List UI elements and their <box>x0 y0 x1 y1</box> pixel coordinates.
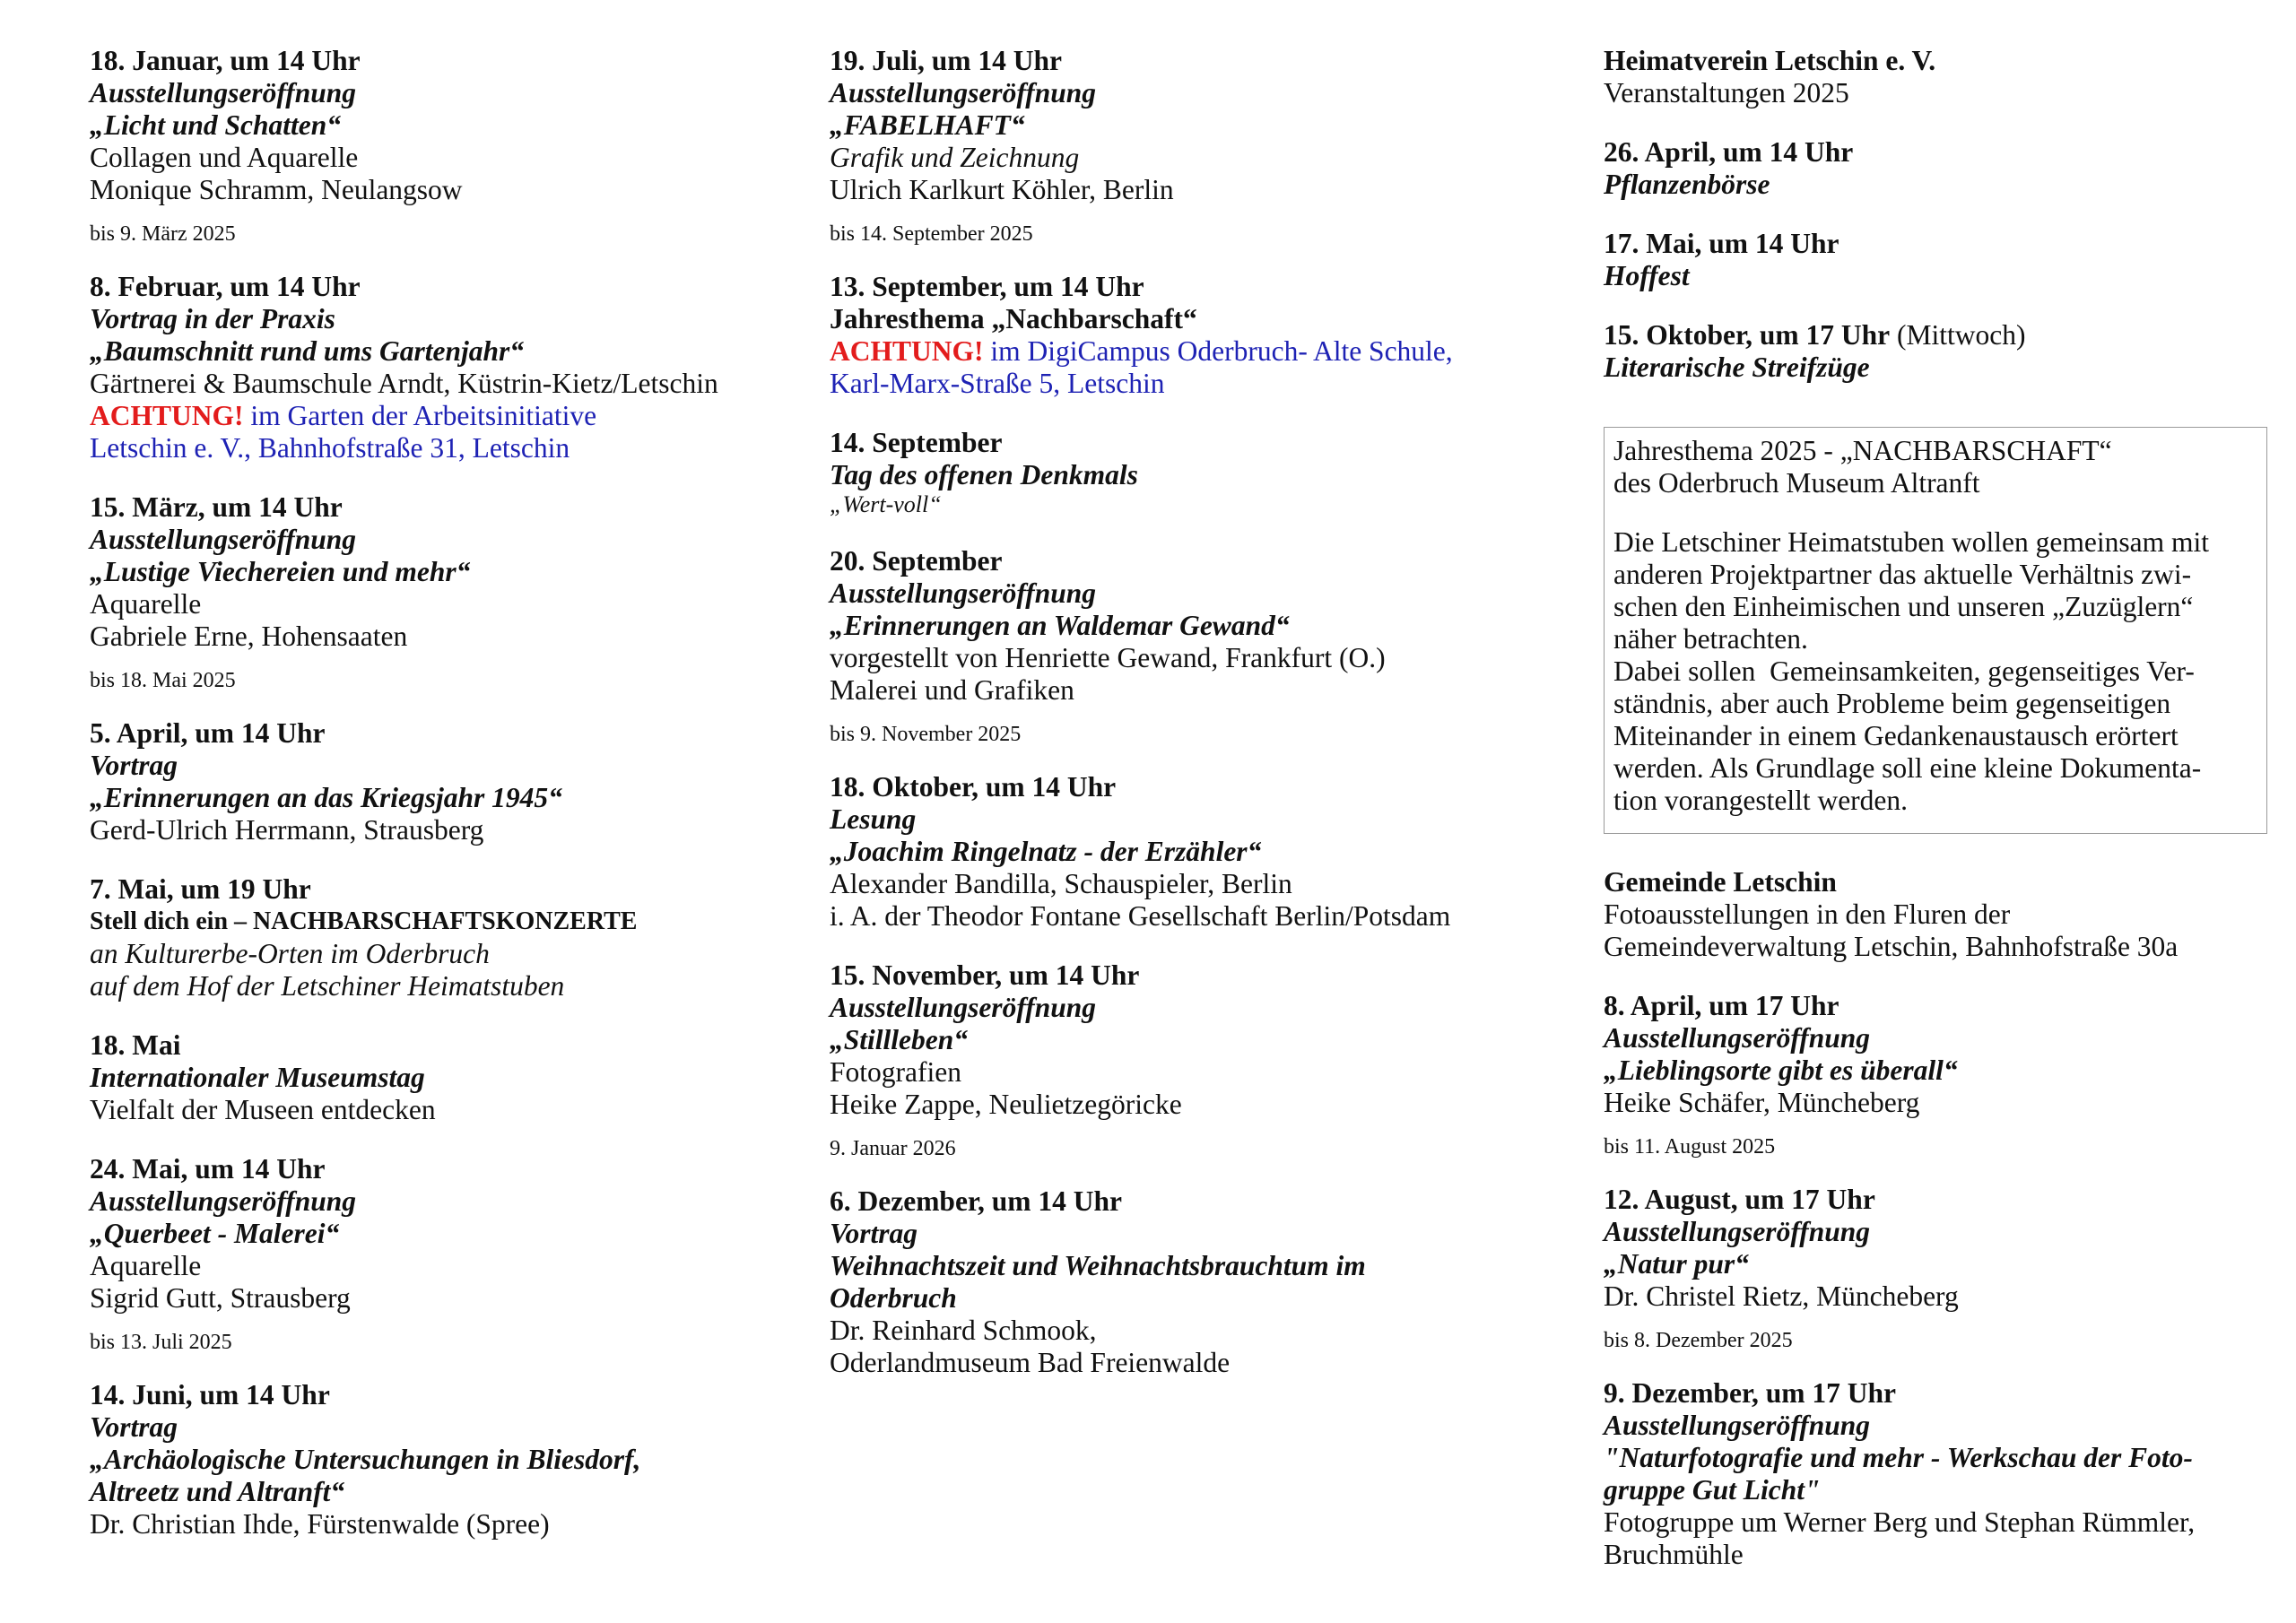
event-title: „Stillleben“ <box>830 1024 969 1055</box>
annual-theme-box <box>1604 427 2267 834</box>
event-date: 5. April, um 14 Uhr <box>90 717 326 749</box>
event-type: Ausstellungseröffnung <box>90 77 357 108</box>
event-date: 14. Juni, um 14 Uhr <box>90 1379 330 1410</box>
event-title: „Erinnerungen an Waldemar Gewand“ <box>830 610 1290 641</box>
event-date: 8. April, um 17 Uhr <box>1604 990 1839 1021</box>
event-speaker: Alexander Bandilla, Schauspieler, Berlin <box>830 868 1292 899</box>
event-type: Vortrag <box>90 1411 178 1443</box>
event-15-oktober <box>1604 319 2267 384</box>
event-title: Altreetz und Altranft“ <box>90 1476 345 1507</box>
org-name: Gemeinde Letschin <box>1604 866 1837 898</box>
event-date: 13. September, um 14 Uhr <box>830 271 1144 302</box>
event-artist: Ulrich Karlkurt Köhler, Berlin <box>830 174 1174 205</box>
event-title: "Naturfotografie und mehr - Werkschau der Foto- <box>1604 1442 2193 1473</box>
event-title: „Natur pur“ <box>1604 1248 1749 1280</box>
event-18-januar <box>90 45 807 206</box>
org-detail: Fotoausstellungen in den Fluren der <box>1604 898 2011 930</box>
event-until: 9. Januar 2026 <box>830 1137 956 1160</box>
event-artist: Bruchmühle <box>1604 1539 1744 1570</box>
event-6-dezember <box>830 1185 1601 1379</box>
event-date: 8. Februar, um 14 Uhr <box>90 271 361 302</box>
event-date: 19. Juli, um 14 Uhr <box>830 45 1063 76</box>
event-detail: Vielfalt der Museen entdecken <box>90 1094 436 1125</box>
event-artist: Monique Schramm, Neulangsow <box>90 174 463 205</box>
event-location: im DigiCampus Oderbruch- Alte Schule, <box>983 335 1453 367</box>
event-until: bis 18. Mai 2025 <box>90 669 236 692</box>
event-detail: vorgestellt von Henriette Gewand, Frankfurt (O.) <box>830 642 1386 673</box>
event-type: Hoffest <box>1604 260 1690 291</box>
event-artist: Heike Zappe, Neulietzegöricke <box>830 1089 1182 1120</box>
event-detail: „Wert-voll“ <box>830 491 942 517</box>
event-subtitle: Jahresthema „Nachbarschaft“ <box>830 303 1197 334</box>
box-text: werden. Als Grundlage soll eine kleine Dokumenta- <box>1613 752 2202 784</box>
event-detail: Malerei und Grafiken <box>830 674 1074 706</box>
event-detail: an Kulturerbe-Orten im Oderbruch <box>90 938 490 969</box>
event-type: Vortrag <box>830 1218 918 1249</box>
event-26-april <box>1604 136 2267 201</box>
event-19-juli <box>830 45 1601 206</box>
event-date: 15. März, um 14 Uhr <box>90 491 343 523</box>
box-text: tion vorangestellt werden. <box>1613 785 1909 816</box>
event-location: im Garten der Arbeitsinitiative <box>243 400 597 431</box>
event-15-maerz <box>90 491 807 653</box>
event-date: 20. September <box>830 545 1003 577</box>
event-5-april <box>90 717 807 846</box>
column-middle <box>830 45 1601 1406</box>
box-subheading: des Oderbruch Museum Altranft <box>1613 467 1980 499</box>
event-date: 17. Mai, um 14 Uhr <box>1604 228 1839 259</box>
event-until: bis 14. September 2025 <box>830 222 1033 246</box>
event-14-juni <box>90 1379 807 1541</box>
event-detail: Aquarelle <box>90 1250 202 1281</box>
box-text: Dabei sollen Gemeinsamkeiten, gegenseitiges Ver- <box>1613 655 2195 687</box>
event-type: Pflanzenbörse <box>1604 169 1770 200</box>
event-type: Ausstellungseröffnung <box>1604 1022 1871 1054</box>
event-type: Ausstellungseröffnung <box>90 524 357 555</box>
org-gemeinde <box>1604 866 2267 963</box>
event-weekday: (Mittwoch) <box>1890 319 2026 351</box>
event-type: Ausstellungseröffnung <box>1604 1216 1871 1247</box>
event-20-september <box>830 545 1601 707</box>
event-title: Oderbruch <box>830 1282 957 1314</box>
event-speaker: Gerd-Ulrich Herrmann, Strausberg <box>90 814 484 846</box>
event-13-september <box>830 271 1601 400</box>
event-detail: Collagen und Aquarelle <box>90 142 359 173</box>
event-location-line <box>830 335 1601 368</box>
event-until: bis 11. August 2025 <box>1604 1135 1776 1159</box>
event-9-dezember <box>1604 1377 2267 1571</box>
event-date: 18. Oktober, um 14 Uhr <box>830 771 1117 803</box>
event-8-februar <box>90 271 807 464</box>
event-title: „Erinnerungen an das Kriegsjahr 1945“ <box>90 782 562 813</box>
warning-label: ACHTUNG! <box>90 400 244 431</box>
event-8-april <box>1604 990 2267 1119</box>
event-title: „Licht und Schatten“ <box>90 109 342 141</box>
event-7-mai <box>90 873 807 1002</box>
event-title: „Joachim Ringelnatz - der Erzähler“ <box>830 836 1262 867</box>
event-speaker: Oderlandmuseum Bad Freienwalde <box>830 1347 1231 1378</box>
event-date: 7. Mai, um 19 Uhr <box>90 873 311 905</box>
box-heading: Jahresthema 2025 - „NACHBARSCHAFT“ <box>1613 435 2112 466</box>
event-18-mai <box>90 1029 807 1126</box>
event-date: 18. Januar, um 14 Uhr <box>90 45 361 76</box>
event-until: bis 8. Dezember 2025 <box>1604 1329 1793 1352</box>
event-location-line <box>90 400 807 432</box>
event-detail: Fotografien <box>830 1056 961 1088</box>
event-speaker: Dr. Reinhard Schmook, <box>830 1315 1097 1346</box>
event-date: 15. Oktober, um 17 Uhr <box>1604 319 1891 351</box>
event-subtitle: Stell dich ein – NACHBARSCHAFTSKONZERTE <box>90 907 638 935</box>
event-type: Vortrag in der Praxis <box>90 303 335 334</box>
event-detail: Aquarelle <box>90 588 202 620</box>
event-title: „Lieblingsorte gibt es überall“ <box>1604 1055 1958 1086</box>
event-artist: Sigrid Gutt, Strausberg <box>90 1282 351 1314</box>
event-until: bis 13. Juli 2025 <box>90 1331 232 1354</box>
box-text: Die Letschiner Heimatstuben wollen gemeinsam mit <box>1613 526 2209 558</box>
event-title: Weihnachtszeit und Weihnachtsbrauchtum im <box>830 1250 1366 1281</box>
event-type: Ausstellungseröffnung <box>830 77 1097 108</box>
org-heimatverein <box>1604 45 2267 109</box>
event-title: „Querbeet - Malerei“ <box>90 1218 340 1249</box>
box-text: ständnis, aber auch Probleme beim gegenseitigen <box>1613 688 2171 719</box>
event-date: 15. November, um 14 Uhr <box>830 959 1140 991</box>
box-text: Miteinander in einem Gedankenaustausch erörtert <box>1613 720 2179 751</box>
box-text: schen den Einheimischen und unseren „Zuzüglern“ <box>1613 591 2194 622</box>
event-title: „Lustige Viechereien und mehr“ <box>90 556 471 587</box>
org-detail: Gemeindeverwaltung Letschin, Bahnhofstraße 30a <box>1604 931 2179 962</box>
org-subtitle: Veranstaltungen 2025 <box>1604 77 1849 108</box>
event-type: Lesung <box>830 803 917 835</box>
warning-label: ACHTUNG! <box>830 335 984 367</box>
event-type: Ausstellungseröffnung <box>830 577 1097 609</box>
column-left <box>90 45 807 1567</box>
event-location: Letschin e. V., Bahnhofstraße 31, Letschin <box>90 432 570 464</box>
event-artist: Heike Schäfer, Müncheberg <box>1604 1087 1920 1118</box>
event-14-september <box>830 427 1601 518</box>
event-date: 9. Dezember, um 17 Uhr <box>1604 1377 1897 1409</box>
event-title: „Baumschnitt rund ums Gartenjahr“ <box>90 335 525 367</box>
event-artist: Gabriele Erne, Hohensaaten <box>90 621 408 652</box>
event-date: 14. September <box>830 427 1003 458</box>
event-18-oktober <box>830 771 1601 933</box>
box-text: näher betrachten. <box>1613 623 1808 655</box>
event-date-line <box>1604 319 2267 352</box>
event-type: Ausstellungseröffnung <box>830 992 1097 1023</box>
org-name: Heimatverein Letschin e. V. <box>1604 45 1936 76</box>
column-right <box>1604 45 2267 1598</box>
event-type: Literarische Streifzüge <box>1604 352 1870 383</box>
event-detail: i. A. der Theodor Fontane Gesellschaft Berlin/Potsdam <box>830 900 1451 932</box>
event-artist: Dr. Christel Rietz, Müncheberg <box>1604 1280 1959 1312</box>
event-date: 26. April, um 14 Uhr <box>1604 136 1854 168</box>
event-type: Tag des offenen Denkmals <box>830 459 1138 490</box>
box-text: anderen Projektpartner das aktuelle Verhältnis zwi- <box>1613 559 2192 590</box>
event-12-august <box>1604 1184 2267 1313</box>
event-until: bis 9. März 2025 <box>90 222 236 246</box>
event-title: gruppe Gut Licht" <box>1604 1474 1821 1506</box>
event-type: Ausstellungseröffnung <box>1604 1410 1871 1441</box>
event-type: Ausstellungseröffnung <box>90 1185 357 1217</box>
event-24-mai <box>90 1153 807 1315</box>
event-date: 18. Mai <box>90 1029 181 1061</box>
event-15-november <box>830 959 1601 1121</box>
event-detail: Gärtnerei & Baumschule Arndt, Küstrin-Kietz/Letschin <box>90 368 718 399</box>
event-date: 24. Mai, um 14 Uhr <box>90 1153 326 1185</box>
event-artist: Fotogruppe um Werner Berg und Stephan Rümmler, <box>1604 1506 2196 1538</box>
event-title: „FABELHAFT“ <box>830 109 1025 141</box>
event-type: Vortrag <box>90 750 178 781</box>
event-detail: auf dem Hof der Letschiner Heimatstuben <box>90 970 565 1002</box>
event-until: bis 9. November 2025 <box>830 723 1022 746</box>
event-type: Internationaler Museumstag <box>90 1062 425 1093</box>
event-speaker: Dr. Christian Ihde, Fürstenwalde (Spree) <box>90 1508 550 1540</box>
event-17-mai <box>1604 228 2267 292</box>
event-detail: Grafik und Zeichnung <box>830 142 1080 173</box>
event-date: 6. Dezember, um 14 Uhr <box>830 1185 1123 1217</box>
event-title: „Archäologische Untersuchungen in Bliesdorf, <box>90 1444 641 1475</box>
event-date: 12. August, um 17 Uhr <box>1604 1184 1875 1215</box>
event-location: Karl-Marx-Straße 5, Letschin <box>830 368 1165 399</box>
